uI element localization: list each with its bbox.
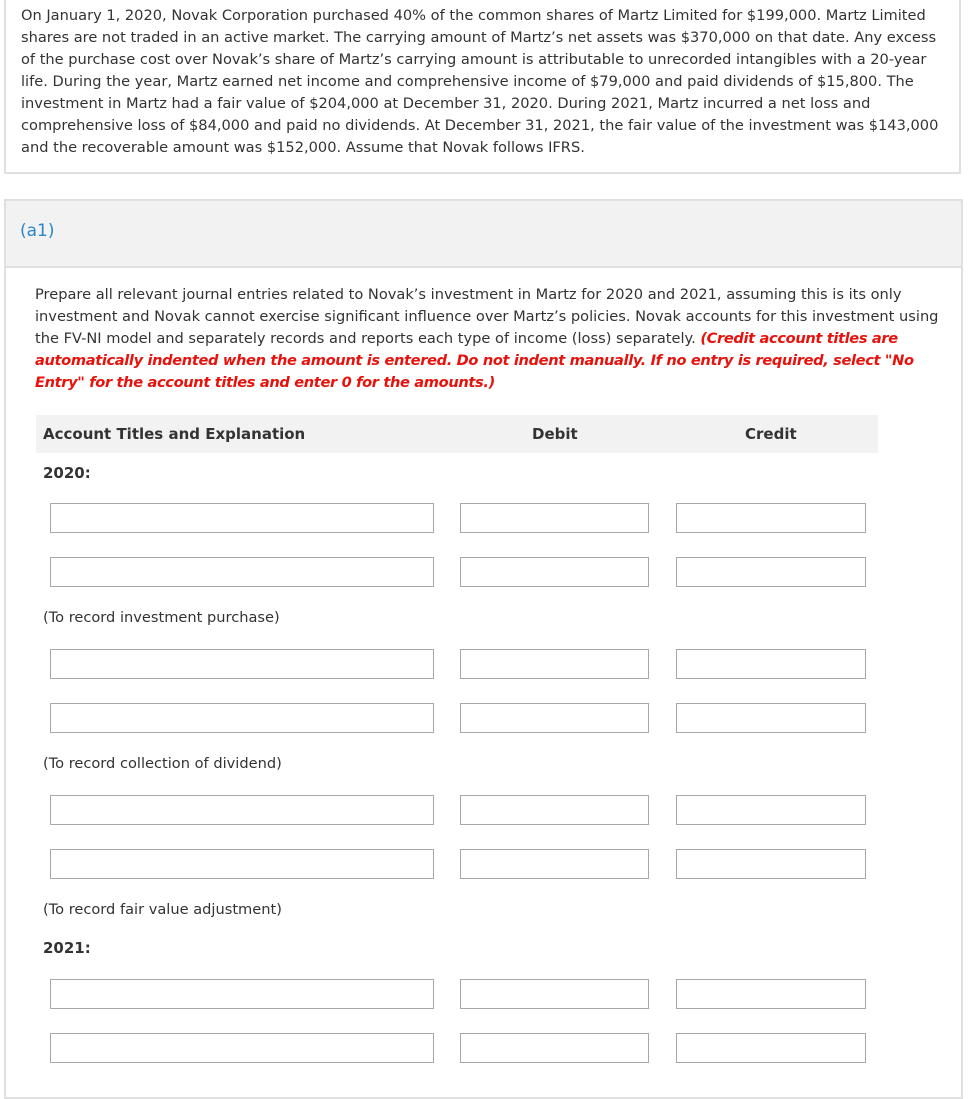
header-debit: Debit [532,425,578,443]
account-title-input[interactable] [50,1033,434,1063]
entry-note-dividend: (To record collection of dividend) [43,755,282,772]
instructions-text: Prepare all relevant journal entries related to Novak’s investment in Martz for 2020 and 2021, assuming this is its only investment and Novak cannot exercise significant influence over Martz’s policies. Novak accounts for this investment using the FV-NI model and separately records and reports each type of income (loss) separately. [35,286,939,347]
instructions-note: (Credit account titles are automatically indented when the amount is entered. Do not indent manually. If no entry is required, select "No Entry" for the account titles and enter 0 for the amounts.) [35,330,914,391]
debit-input[interactable] [460,503,649,533]
debit-input[interactable] [460,979,649,1009]
account-title-input[interactable] [50,703,434,733]
credit-input[interactable] [676,649,866,679]
credit-input[interactable] [676,503,866,533]
debit-input[interactable] [460,849,649,879]
debit-input[interactable] [460,649,649,679]
year-2021-label: 2021: [43,939,91,957]
journal-table-header [36,415,878,453]
account-title-input[interactable] [50,979,434,1009]
problem-statement: On January 1, 2020, Novak Corporation purchased 40% of the common shares of Martz Limited for $199,000. Martz Limited shares are not traded in an active market. The carrying amount of Martz’s net assets was $370,000 on that date. Any excess of the purchase cost over Novak’s share of Martz’s carrying amount is attributable to unrecorded intangibles with a 20-year life. During the year, Martz earned net income and comprehensive income of $79,000 and paid dividends of $15,800. The investment in Martz had a fair value of $204,000 at December 31, 2020. During 2021, Martz incurred a net loss and comprehensive loss of $84,000 and paid no dividends. At December 31, 2021, the fair value of the investment was $143,000 and the recoverable amount was $152,000. Assume that Novak follows IFRS. [21,7,939,156]
debit-input[interactable] [460,1033,649,1063]
year-2020-label: 2020: [43,464,91,482]
account-title-input[interactable] [50,849,434,879]
instructions [35,284,940,394]
account-title-input[interactable] [50,795,434,825]
entry-note-fair-value: (To record fair value adjustment) [43,901,282,918]
credit-input[interactable] [676,795,866,825]
debit-input[interactable] [460,557,649,587]
credit-input[interactable] [676,849,866,879]
credit-input[interactable] [676,1033,866,1063]
part-label: (a1) [20,221,55,241]
header-credit: Credit [745,425,797,443]
part-header [6,201,961,268]
credit-input[interactable] [676,979,866,1009]
entry-note-purchase: (To record investment purchase) [43,609,280,626]
credit-input[interactable] [676,703,866,733]
account-title-input[interactable] [50,649,434,679]
debit-input[interactable] [460,703,649,733]
problem-panel [4,0,961,174]
account-title-input[interactable] [50,557,434,587]
account-title-input[interactable] [50,503,434,533]
credit-input[interactable] [676,557,866,587]
part-a1-panel [4,199,963,1099]
debit-input[interactable] [460,795,649,825]
header-account-titles: Account Titles and Explanation [43,425,306,443]
